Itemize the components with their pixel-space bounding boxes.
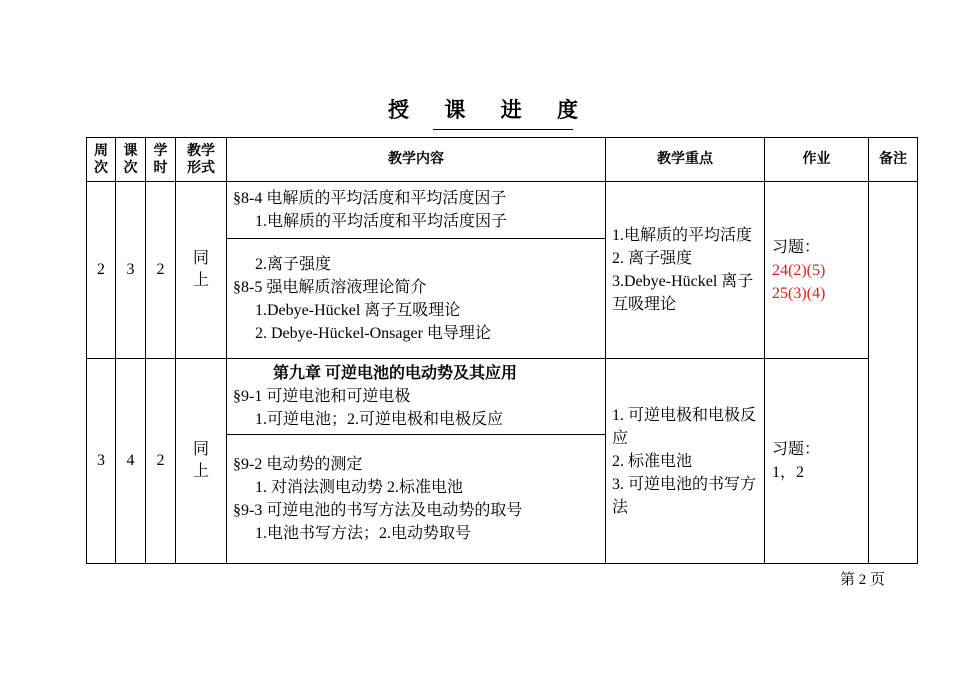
homework-item: 24(2)(5) xyxy=(772,261,826,279)
content-cell xyxy=(227,239,606,359)
form-text: 同上 xyxy=(192,441,209,480)
content-line: §9-1 可逆电池和可逆电极 xyxy=(233,388,411,405)
content-cell xyxy=(227,182,606,239)
homework-label: 习题： xyxy=(772,238,821,256)
homework-item: 1，2 xyxy=(772,464,805,481)
hours-cell: 2 xyxy=(146,359,176,564)
remark-cell xyxy=(869,182,918,564)
content-cell xyxy=(227,359,606,435)
homework-item: 25(3)(4) xyxy=(772,284,826,302)
key-line: 2. 标准电池 xyxy=(612,452,693,470)
week-cell: 2 xyxy=(87,182,116,359)
lesson-cell: 4 xyxy=(116,359,146,564)
schedule-table xyxy=(86,137,918,564)
header-lesson: 课次 xyxy=(116,138,146,182)
title-underline xyxy=(433,129,573,130)
homework-cell xyxy=(765,359,869,564)
key-line: 1.电解质的平均活度 xyxy=(612,227,753,244)
hours-cell: 2 xyxy=(146,182,176,359)
form-cell xyxy=(176,359,227,564)
content-cell xyxy=(227,435,606,564)
content-line: §8-4 电解质的平均活度和平均活度因子 xyxy=(233,190,507,207)
header-week: 周次 xyxy=(87,138,116,182)
page-number: 第 2 页 xyxy=(840,572,886,588)
header-remark: 备注 xyxy=(869,138,918,182)
week-cell: 3 xyxy=(87,359,116,564)
content-line: 2. Debye-Hückel-Onsager 电导理论 xyxy=(255,324,491,342)
lesson-cell: 3 xyxy=(116,182,146,359)
key-line: 3.Debye-Hückel 离子互吸理论 xyxy=(612,273,754,313)
content-line: 1.电解质的平均活度和平均活度因子 xyxy=(255,213,508,230)
content-line: §8-5 强电解质溶液理论简介 xyxy=(233,278,427,296)
table-row xyxy=(87,182,918,239)
key-line: 1. 可逆电极和电极反应 xyxy=(612,406,757,447)
header-form: 教学形式 xyxy=(176,138,227,182)
content-line: §9-2 电动势的测定 xyxy=(233,456,363,473)
content-line: 1.电池书写方法；2.电动势取号 xyxy=(255,525,472,542)
content-line: §9-3 可逆电池的书写方法及电动势的取号 xyxy=(233,502,523,519)
header-row xyxy=(87,138,918,182)
form-text: 同上 xyxy=(192,250,209,289)
homework-label: 习题： xyxy=(772,441,821,458)
key-cell xyxy=(606,359,765,564)
header-key: 教学重点 xyxy=(606,138,765,182)
header-hours: 学时 xyxy=(146,138,176,182)
header-content: 教学内容 xyxy=(227,138,606,182)
content-line: 2.离子强度 xyxy=(255,255,332,273)
page-title: 授 课 进 度 xyxy=(388,98,592,122)
content-line: 1. 对消法测电动势 2.标准电池 xyxy=(255,479,464,496)
content-line: 1.可逆电池；2.可逆电极和电极反应 xyxy=(255,411,504,428)
table-row xyxy=(87,359,918,435)
homework-cell xyxy=(765,182,869,359)
form-cell xyxy=(176,182,227,359)
chapter-title: 第九章 可逆电池的电动势及其应用 xyxy=(273,365,518,382)
key-line: 3. 可逆电池的书写方法 xyxy=(612,475,757,516)
key-line: 2. 离子强度 xyxy=(612,250,693,267)
content-line: 1.Debye-Hückel 离子互吸理论 xyxy=(255,301,461,319)
header-homework: 作业 xyxy=(765,138,869,182)
key-cell xyxy=(606,182,765,359)
